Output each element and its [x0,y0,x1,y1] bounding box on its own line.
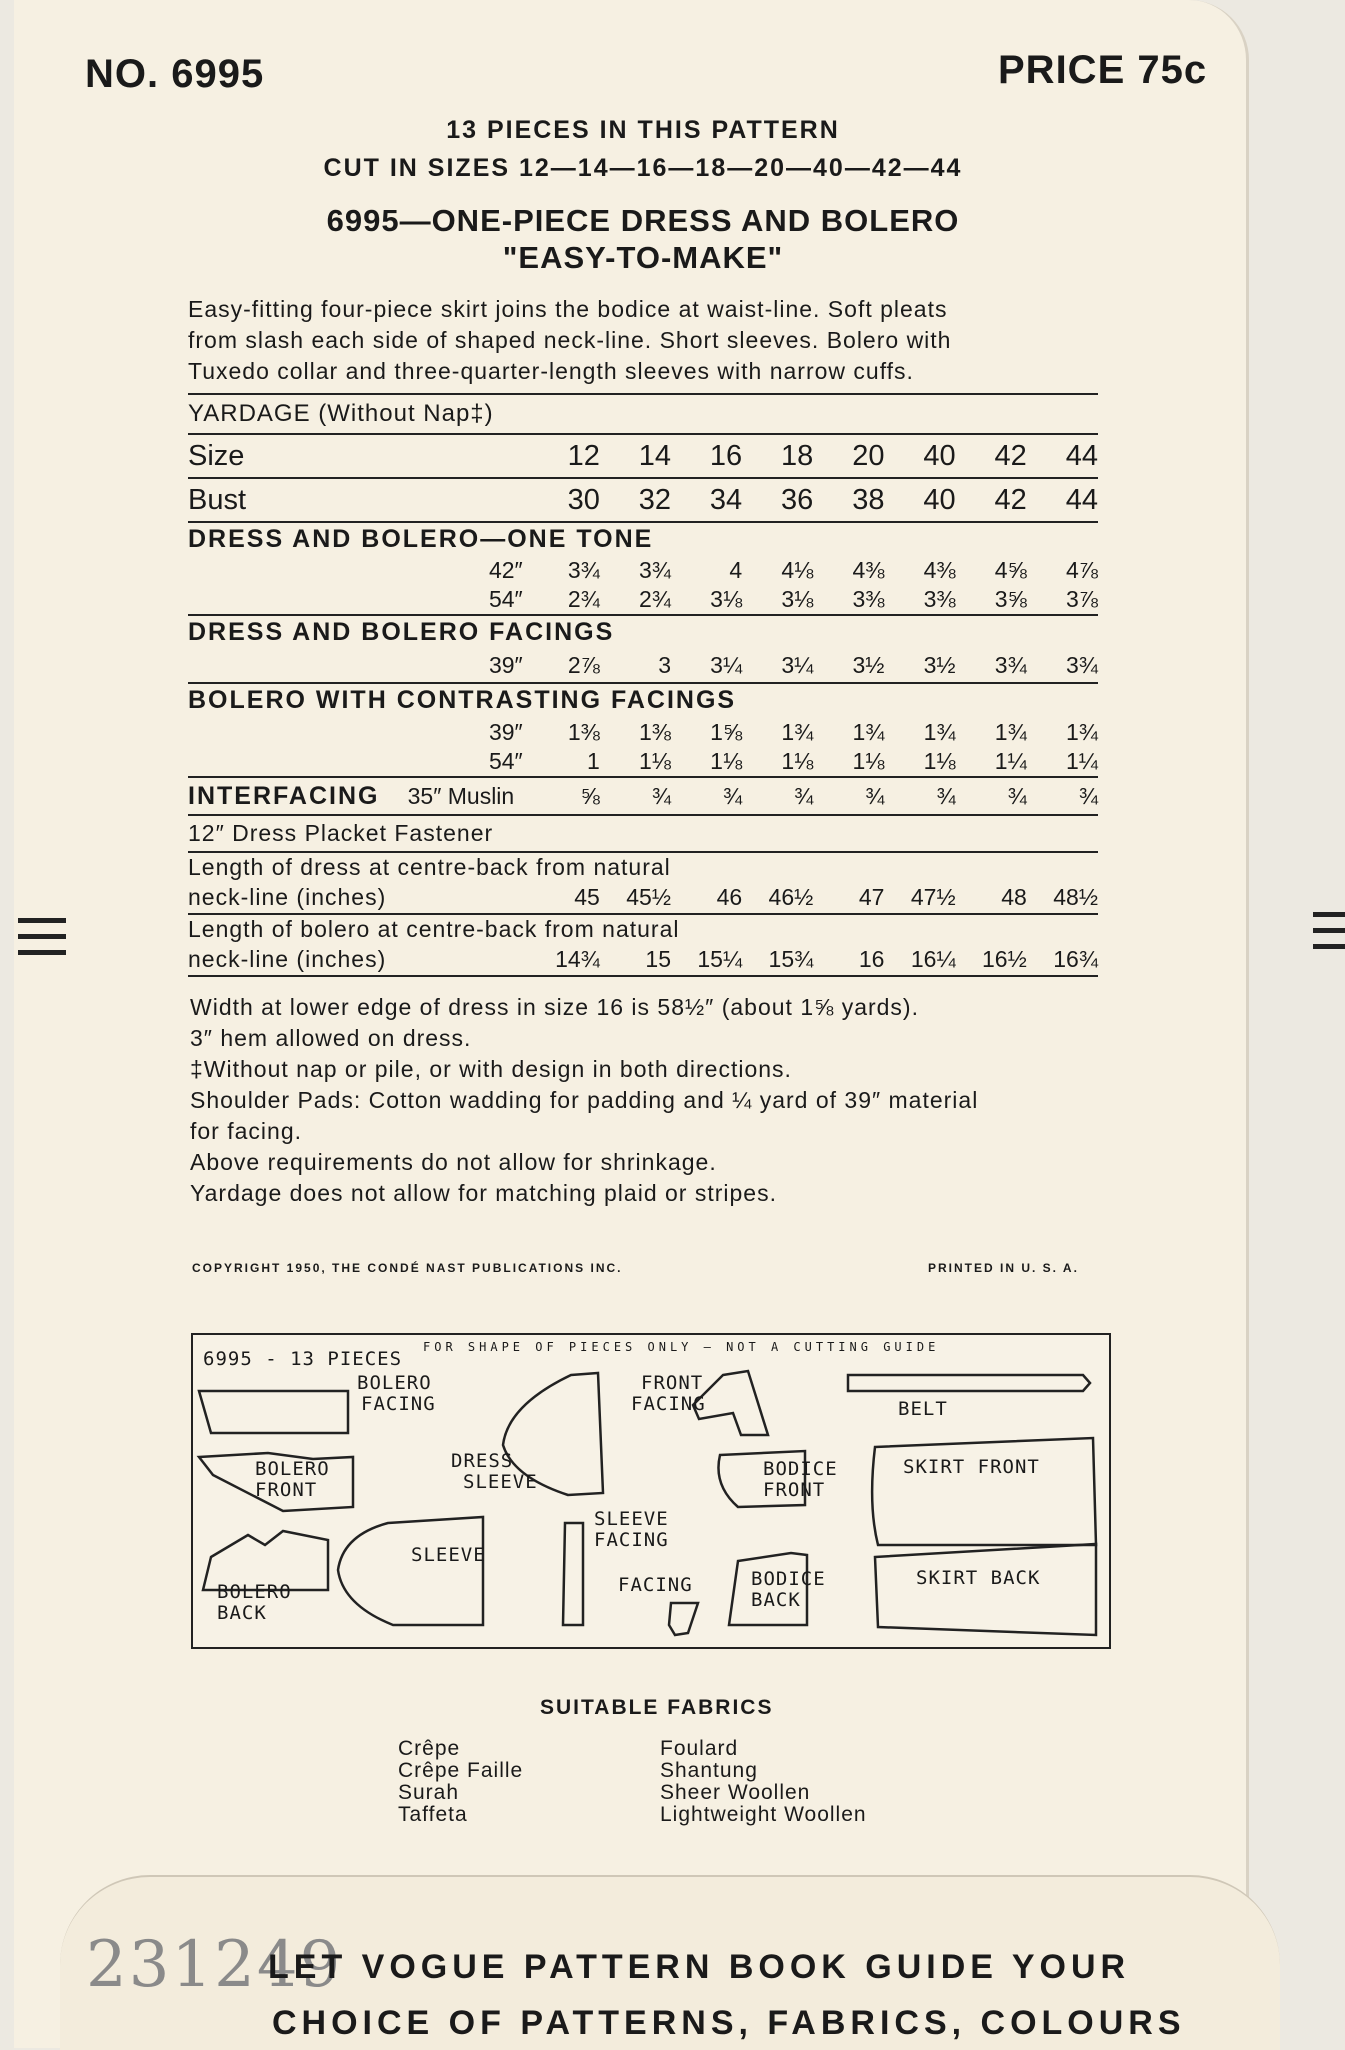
bust-label: Bust [188,483,247,516]
label-bolero-back-2: BACK [217,1602,267,1624]
label-belt: BELT [898,1398,948,1420]
description-line: Tuxedo collar and three-quarter-length sleeves with narrow cuffs. [188,358,914,384]
fold-mark-left [18,918,66,966]
yardage-cell: 3½ [852,652,885,678]
label-bodice-back-2: BACK [751,1589,801,1611]
yardage-cell: 3⅜ [923,586,956,612]
length-cell: 16¼ [910,946,956,972]
diagram-note: FOR SHAPE OF PIECES ONLY — NOT A CUTTING GUIDE [423,1340,940,1354]
pattern-price: PRICE 75c [998,48,1208,92]
yardage-cell: 1⅛ [852,748,885,774]
yardage-cell: 1¾ [781,718,814,745]
facing-piece [669,1603,698,1635]
yardage-cell: 4⅜ [923,557,956,583]
pattern-title: 6995—ONE-PIECE DRESS AND BOLERO [326,203,960,238]
yardage-cell: 1⅛ [781,748,814,774]
length-cell: 48 [1001,884,1027,910]
label-front-facing: FRONT [641,1372,704,1394]
bust-cell: 30 [567,483,600,516]
yardage-row [188,717,1098,747]
length-cell: 45½ [626,884,671,910]
fabric-item: Crêpe Faille [398,1759,524,1782]
fabric-width: 42″ [488,557,523,583]
label-sleeve: SLEEVE [411,1544,486,1566]
fabric-item: Taffeta [398,1803,468,1826]
skirt-front-piece [872,1438,1096,1545]
length-cell: 16¾ [1053,946,1098,972]
label-skirt-front: SKIRT FRONT [903,1456,1040,1478]
yardage-cell: 3¼ [781,652,814,678]
length-cell: 16 [858,946,885,972]
size-cell: 16 [709,439,743,472]
section-title: BOLERO WITH CONTRASTING FACINGS [188,686,737,714]
sleeve-piece [338,1517,483,1625]
bolero-length-row [188,944,1098,976]
yardage-cell: 4⅞ [1066,557,1098,583]
skirt-back-piece [875,1544,1096,1635]
yardage-cell: 2⅞ [567,652,600,678]
length-cell: 15¾ [768,946,814,972]
yardage-cell: 1⅛ [923,748,956,774]
yardage-cell: 1¾ [994,718,1027,745]
size-cell: 18 [781,439,814,472]
label-bolero-back: BOLERO [217,1581,292,1603]
label-skirt-back: SKIRT BACK [916,1567,1041,1589]
yardage-cell: 3½ [923,652,956,678]
yardage-cell: 1¾ [1066,718,1098,745]
yardage-cell: ¾ [1078,782,1098,809]
label-bolero-front: BOLERO [255,1458,330,1480]
note-line: Shoulder Pads: Cotton wadding for padding and ¼ yard of 39″ material [190,1087,979,1113]
size-cell: 44 [1065,439,1098,472]
yardage-cell: 1⅛ [710,748,743,774]
yardage-cell: 3⅛ [781,586,814,612]
yardage-cell: ¾ [936,782,956,809]
size-cell: 42 [994,439,1027,472]
yardage-cell: 1¼ [1066,748,1098,774]
yardage-cell: 4⅛ [781,557,814,583]
fabrics-heading: SUITABLE FABRICS [540,1696,774,1719]
yardage-table [188,393,1098,977]
length-cell: 46 [716,884,743,910]
length-cell: 47 [858,884,885,910]
belt-piece [848,1375,1090,1391]
label-bodice-back: BODICE [751,1568,826,1590]
bolero-length-label: Length of bolero at centre-back from natural [188,916,680,942]
note-line: ‡Without nap or pile, or with design in both directions. [190,1056,792,1082]
bust-cell: 44 [1065,483,1098,516]
fabrics-column-1 [398,1738,523,1826]
bust-cell: 34 [709,483,743,516]
size-cell: 12 [567,439,600,472]
yardage-cell: ¾ [722,782,743,809]
yardage-row [188,747,1098,777]
yardage-cell: 3⅛ [710,586,743,612]
fabric-width: 54″ [488,586,523,612]
note-line: Yardage does not allow for matching plaid or stripes. [190,1180,777,1206]
bust-cell: 42 [994,483,1027,516]
dress-length-label: Length of dress at centre-back from natural [188,854,671,880]
length-cell: 45 [574,884,600,910]
yardage-cell: ¾ [1007,782,1027,809]
bust-row [188,478,1098,522]
diagram-title: 6995 - 13 PIECES [203,1348,403,1370]
fabric-item: Lightweight Woollen [660,1803,867,1826]
length-cell: 14¾ [555,946,600,972]
label-sleeve-facing-2: FACING [594,1529,669,1551]
fabric-width: 39″ [488,718,523,745]
yardage-cell: 3¾ [567,557,600,583]
yardage-cell: 3¾ [994,652,1027,678]
bust-cell: 40 [923,483,956,516]
footer-line-1: LET VOGUE PATTERN BOOK GUIDE YOUR [268,1948,1131,1986]
yardage-cell: 3 [658,652,671,678]
label-dress-sleeve-2: SLEEVE [463,1471,538,1493]
label-facing: FACING [618,1574,693,1596]
sleeve-facing-piece [563,1523,583,1625]
fabric-item: Foulard [660,1737,739,1760]
size-label: Size [188,439,245,472]
placket-fastener: 12″ Dress Placket Fastener [188,820,494,846]
label-dress-sleeve: DRESS [451,1450,514,1472]
yardage-cell: 4⅝ [994,557,1027,583]
length-cell: 48½ [1053,884,1098,910]
interfacing-row [188,777,1098,815]
yardage-cell: 1¼ [994,748,1027,774]
note-line: 3″ hem allowed on dress. [190,1025,472,1051]
yardage-cell: 1⅜ [639,718,671,745]
note-line: Width at lower edge of dress in size 16 is 58½″ (about 1⅝ yards). [190,994,919,1020]
length-cell: 16½ [982,946,1027,972]
bust-cell: 38 [852,483,885,516]
stamp-number: 231249 [86,1928,343,2002]
bust-cell: 36 [781,483,814,516]
yardage-cell: 1¾ [923,718,956,745]
footer-line-2: CHOICE OF PATTERNS, FABRICS, COLOURS [272,2004,1186,2042]
size-cell: 20 [852,439,885,472]
yardage-cell: 2¾ [639,586,671,612]
copyright: COPYRIGHT 1950, THE CONDÉ NAST PUBLICATIONS INC. [192,1261,623,1275]
note-line: Above requirements do not allow for shrinkage. [190,1149,717,1175]
length-cell: 46½ [768,884,814,910]
length-cell: 15 [645,946,671,972]
label-bolero-facing-2: FACING [361,1393,436,1415]
yardage-cell: 1 [587,748,600,774]
interfacing-label: INTERFACING [188,781,380,810]
printed-in: PRINTED IN U. S. A. [928,1261,1079,1275]
yardage-cell: ¾ [794,782,814,809]
fabric-width: 54″ [488,748,523,774]
yardage-cell: 3⅜ [852,586,885,612]
notes [190,992,1110,1209]
yardage-cell: 1¾ [852,718,885,745]
label-bolero-facing: BOLERO [357,1372,432,1394]
fabric-item: Crêpe [398,1737,461,1760]
section-title: DRESS AND BOLERO—ONE TONE [188,525,654,553]
section-title: DRESS AND BOLERO FACINGS [188,618,615,646]
fabrics-column-2 [660,1738,867,1826]
yardage-cell: 3¾ [639,557,671,583]
sizes-line: CUT IN SIZES 12—14—16—18—20—40—42—44 [323,154,963,182]
label-bodice-front: BODICE [763,1458,838,1480]
dress-length-row [188,882,1098,914]
yardage-cell: 1⅜ [567,718,600,745]
yardage-cell: ¾ [651,782,671,809]
label-front-facing-2: FACING [631,1393,706,1415]
dress-length-label-2: neck-line (inches) [188,884,387,910]
yardage-cell: 3⅝ [994,586,1027,612]
fabric-item: Surah [398,1781,460,1804]
label-sleeve-facing: SLEEVE [594,1508,669,1530]
interfacing-material: 35″ Muslin [407,782,515,809]
yardage-cell: ¾ [865,782,885,809]
yardage-cell: 4⅜ [852,557,885,583]
pattern-pieces-diagram [191,1333,1111,1649]
fabric-item: Sheer Woollen [660,1781,811,1804]
yardage-cell: 3⅞ [1066,586,1098,612]
size-cell: 14 [638,439,671,472]
bolero-facing-piece [199,1391,348,1433]
bust-cell: 32 [638,483,671,516]
length-cell: 47½ [910,884,956,910]
description [188,294,1098,387]
size-row [188,434,1098,478]
description-line: from slash each side of shaped neck-line. Short sleeves. Bolero with [188,327,952,353]
size-cell: 40 [923,439,956,472]
bolero-length-label-2: neck-line (inches) [188,946,387,972]
pieces-line: 13 PIECES IN THIS PATTERN [446,116,840,144]
yardage-row [188,585,1098,615]
yardage-cell: 1⅛ [639,748,671,774]
yardage-cell: 1⅝ [710,718,743,745]
yardage-cell: 3¾ [1066,652,1098,678]
fabric-width: 39″ [488,652,523,678]
label-bolero-front-2: FRONT [255,1479,318,1501]
yardage-cell: ⅝ [580,782,600,809]
yardage-row [188,556,1098,585]
label-bodice-front-2: FRONT [763,1479,826,1501]
yardage-cell: 2¾ [567,586,600,612]
description-line: Easy-fitting four-piece skirt joins the bodice at waist-line. Soft pleats [188,296,948,322]
pattern-number: NO. 6995 [85,52,265,96]
yardage-cell: 4 [729,557,743,583]
yardage-cell: 3¼ [710,652,743,678]
fold-mark-right [1313,912,1345,960]
note-line: for facing. [190,1118,302,1144]
yardage-row [188,649,1098,683]
length-cell: 15¼ [697,946,743,972]
pattern-subtitle: "EASY-TO-MAKE" [502,240,784,275]
fabric-item: Shantung [660,1759,758,1782]
yardage-heading: YARDAGE (Without Nap‡) [188,400,494,427]
